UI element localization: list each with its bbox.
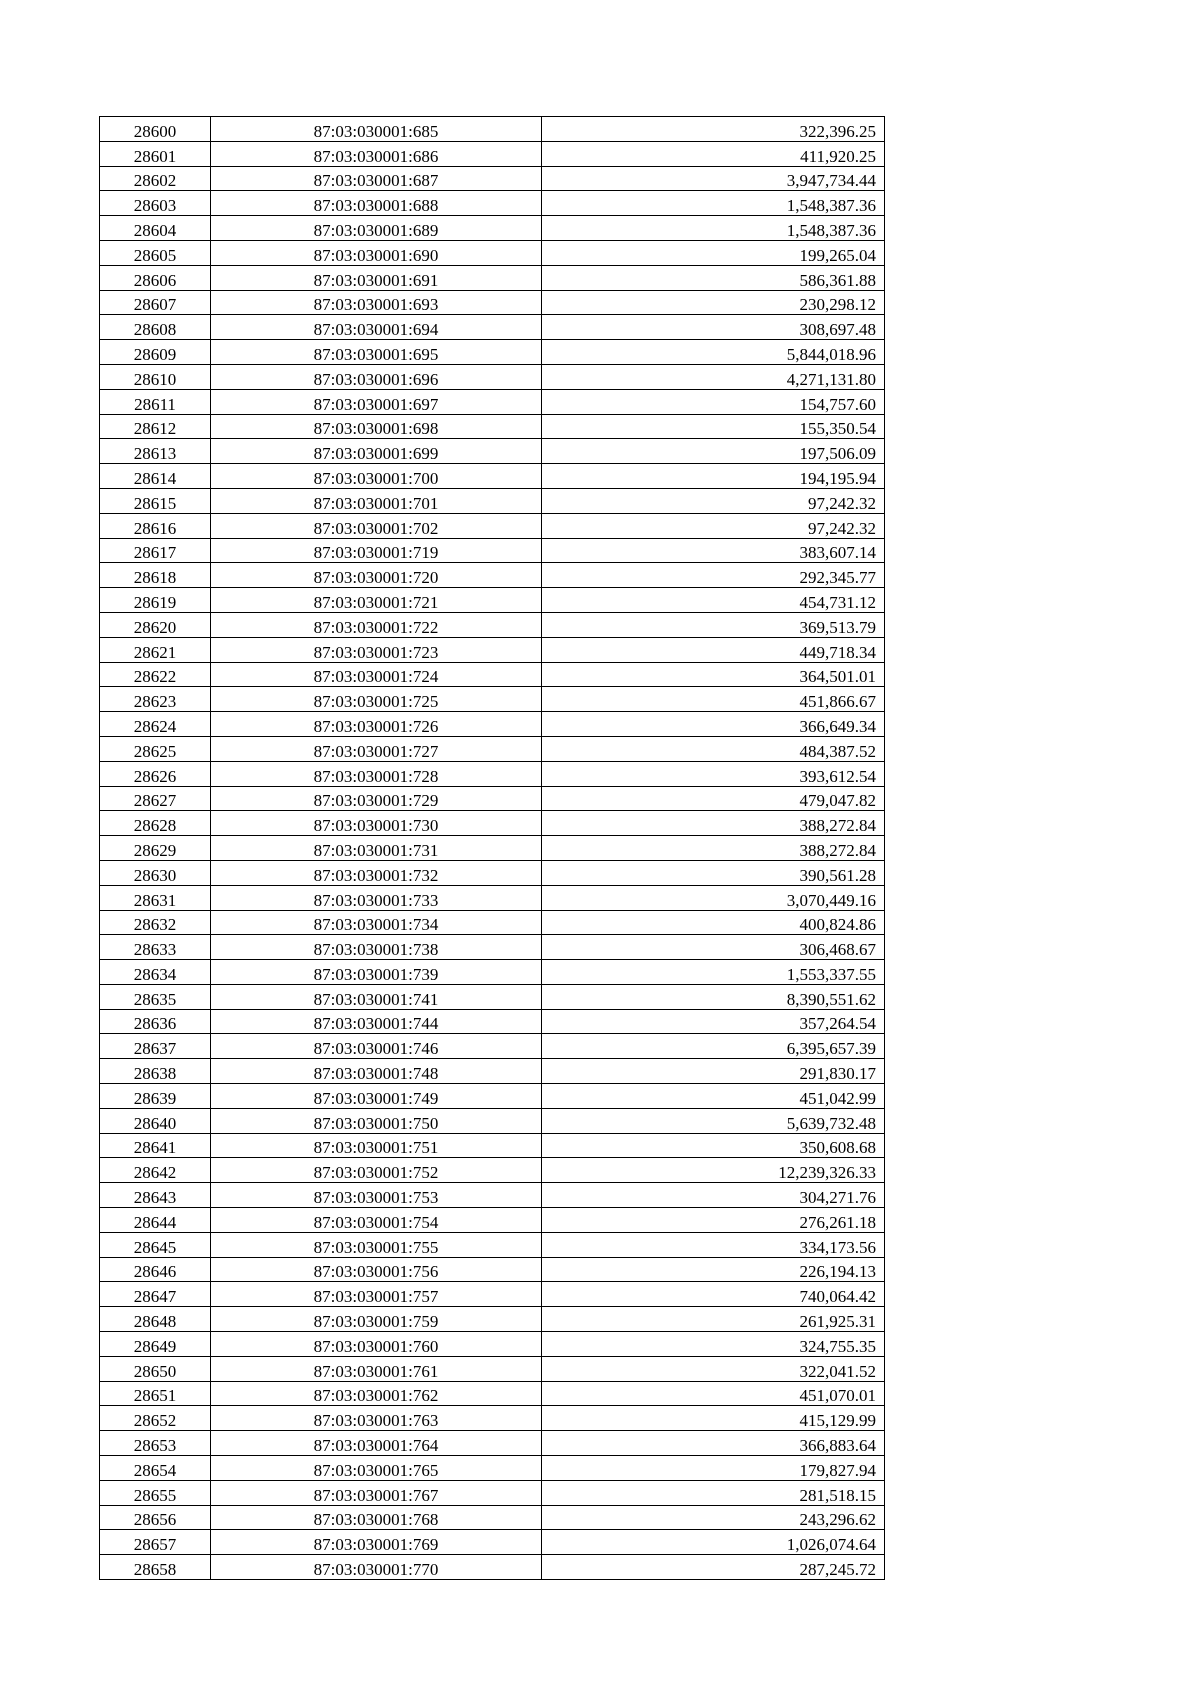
table-row [100, 1009, 885, 1034]
row-number-cell: 28613 [100, 439, 211, 464]
value-cell: 1,553,337.55 [542, 960, 885, 985]
table-row [100, 166, 885, 191]
table-row [100, 389, 885, 414]
value-cell: 586,361.88 [542, 265, 885, 290]
cadastral-number-cell: 87:03:030001:690 [211, 240, 542, 265]
row-number-cell: 28608 [100, 315, 211, 340]
value-cell: 357,264.54 [542, 1009, 885, 1034]
row-number-cell: 28648 [100, 1307, 211, 1332]
cadastral-number-cell: 87:03:030001:746 [211, 1034, 542, 1059]
row-number-cell: 28651 [100, 1381, 211, 1406]
table-row [100, 1431, 885, 1456]
table-row [100, 761, 885, 786]
value-cell: 740,064.42 [542, 1282, 885, 1307]
row-number-cell: 28604 [100, 216, 211, 241]
table-row [100, 290, 885, 315]
cadastral-number-cell: 87:03:030001:702 [211, 513, 542, 538]
table-row [100, 637, 885, 662]
row-number-cell: 28634 [100, 960, 211, 985]
cadastral-number-cell: 87:03:030001:749 [211, 1084, 542, 1109]
registry-table-body [100, 117, 885, 1580]
row-number-cell: 28617 [100, 538, 211, 563]
table-row [100, 117, 885, 142]
value-cell: 308,697.48 [542, 315, 885, 340]
value-cell: 276,261.18 [542, 1208, 885, 1233]
table-row [100, 1257, 885, 1282]
table-row [100, 563, 885, 588]
cadastral-number-cell: 87:03:030001:738 [211, 935, 542, 960]
row-number-cell: 28643 [100, 1183, 211, 1208]
table-row [100, 1480, 885, 1505]
row-number-cell: 28652 [100, 1406, 211, 1431]
value-cell: 1,548,387.36 [542, 191, 885, 216]
cadastral-number-cell: 87:03:030001:748 [211, 1059, 542, 1084]
value-cell: 4,271,131.80 [542, 364, 885, 389]
cadastral-number-cell: 87:03:030001:744 [211, 1009, 542, 1034]
value-cell: 388,272.84 [542, 811, 885, 836]
table-row [100, 736, 885, 761]
cadastral-number-cell: 87:03:030001:765 [211, 1456, 542, 1481]
cadastral-number-cell: 87:03:030001:767 [211, 1480, 542, 1505]
row-number-cell: 28622 [100, 662, 211, 687]
value-cell: 97,242.32 [542, 488, 885, 513]
table-row [100, 439, 885, 464]
cadastral-number-cell: 87:03:030001:739 [211, 960, 542, 985]
cadastral-number-cell: 87:03:030001:733 [211, 885, 542, 910]
row-number-cell: 28650 [100, 1356, 211, 1381]
row-number-cell: 28602 [100, 166, 211, 191]
row-number-cell: 28624 [100, 712, 211, 737]
row-number-cell: 28623 [100, 687, 211, 712]
cadastral-number-cell: 87:03:030001:730 [211, 811, 542, 836]
table-row [100, 1183, 885, 1208]
value-cell: 199,265.04 [542, 240, 885, 265]
value-cell: 451,070.01 [542, 1381, 885, 1406]
row-number-cell: 28633 [100, 935, 211, 960]
table-row [100, 1307, 885, 1332]
value-cell: 155,350.54 [542, 414, 885, 439]
row-number-cell: 28641 [100, 1133, 211, 1158]
table-row [100, 836, 885, 861]
table-row [100, 910, 885, 935]
table-row [100, 1332, 885, 1357]
cadastral-number-cell: 87:03:030001:721 [211, 588, 542, 613]
row-number-cell: 28653 [100, 1431, 211, 1456]
cadastral-number-cell: 87:03:030001:694 [211, 315, 542, 340]
cadastral-number-cell: 87:03:030001:728 [211, 761, 542, 786]
cadastral-number-cell: 87:03:030001:691 [211, 265, 542, 290]
value-cell: 194,195.94 [542, 464, 885, 489]
table-row [100, 1381, 885, 1406]
table-row [100, 1084, 885, 1109]
table-row [100, 1282, 885, 1307]
row-number-cell: 28654 [100, 1456, 211, 1481]
row-number-cell: 28601 [100, 141, 211, 166]
cadastral-number-cell: 87:03:030001:751 [211, 1133, 542, 1158]
table-row [100, 1208, 885, 1233]
cadastral-number-cell: 87:03:030001:696 [211, 364, 542, 389]
row-number-cell: 28635 [100, 984, 211, 1009]
table-row [100, 1530, 885, 1555]
row-number-cell: 28615 [100, 488, 211, 513]
row-number-cell: 28637 [100, 1034, 211, 1059]
cadastral-number-cell: 87:03:030001:754 [211, 1208, 542, 1233]
cadastral-number-cell: 87:03:030001:687 [211, 166, 542, 191]
value-cell: 179,827.94 [542, 1456, 885, 1481]
cadastral-number-cell: 87:03:030001:726 [211, 712, 542, 737]
row-number-cell: 28606 [100, 265, 211, 290]
value-cell: 451,042.99 [542, 1084, 885, 1109]
value-cell: 388,272.84 [542, 836, 885, 861]
value-cell: 197,506.09 [542, 439, 885, 464]
value-cell: 291,830.17 [542, 1059, 885, 1084]
value-cell: 350,608.68 [542, 1133, 885, 1158]
row-number-cell: 28644 [100, 1208, 211, 1233]
table-row [100, 464, 885, 489]
value-cell: 287,245.72 [542, 1555, 885, 1580]
cadastral-number-cell: 87:03:030001:695 [211, 340, 542, 365]
table-row [100, 265, 885, 290]
value-cell: 322,396.25 [542, 117, 885, 142]
row-number-cell: 28642 [100, 1158, 211, 1183]
cadastral-number-cell: 87:03:030001:701 [211, 488, 542, 513]
cadastral-number-cell: 87:03:030001:732 [211, 860, 542, 885]
table-row [100, 1034, 885, 1059]
value-cell: 3,947,734.44 [542, 166, 885, 191]
value-cell: 449,718.34 [542, 637, 885, 662]
cadastral-number-cell: 87:03:030001:693 [211, 290, 542, 315]
value-cell: 304,271.76 [542, 1183, 885, 1208]
row-number-cell: 28603 [100, 191, 211, 216]
row-number-cell: 28625 [100, 736, 211, 761]
table-row [100, 885, 885, 910]
table-row [100, 1158, 885, 1183]
value-cell: 454,731.12 [542, 588, 885, 613]
row-number-cell: 28628 [100, 811, 211, 836]
cadastral-number-cell: 87:03:030001:731 [211, 836, 542, 861]
cadastral-number-cell: 87:03:030001:688 [211, 191, 542, 216]
cadastral-number-cell: 87:03:030001:685 [211, 117, 542, 142]
value-cell: 5,639,732.48 [542, 1108, 885, 1133]
row-number-cell: 28618 [100, 563, 211, 588]
table-row [100, 687, 885, 712]
value-cell: 243,296.62 [542, 1505, 885, 1530]
value-cell: 5,844,018.96 [542, 340, 885, 365]
table-row [100, 538, 885, 563]
row-number-cell: 28655 [100, 1480, 211, 1505]
cadastral-number-cell: 87:03:030001:734 [211, 910, 542, 935]
row-number-cell: 28619 [100, 588, 211, 613]
table-row [100, 364, 885, 389]
value-cell: 411,920.25 [542, 141, 885, 166]
value-cell: 334,173.56 [542, 1232, 885, 1257]
value-cell: 364,501.01 [542, 662, 885, 687]
cadastral-number-cell: 87:03:030001:763 [211, 1406, 542, 1431]
value-cell: 306,468.67 [542, 935, 885, 960]
row-number-cell: 28616 [100, 513, 211, 538]
row-number-cell: 28631 [100, 885, 211, 910]
table-row [100, 240, 885, 265]
cadastral-number-cell: 87:03:030001:700 [211, 464, 542, 489]
value-cell: 324,755.35 [542, 1332, 885, 1357]
value-cell: 451,866.67 [542, 687, 885, 712]
cadastral-number-cell: 87:03:030001:720 [211, 563, 542, 588]
table-row [100, 612, 885, 637]
table-row [100, 488, 885, 513]
table-row [100, 513, 885, 538]
cadastral-number-cell: 87:03:030001:719 [211, 538, 542, 563]
row-number-cell: 28640 [100, 1108, 211, 1133]
table-row [100, 1406, 885, 1431]
table-row [100, 662, 885, 687]
cadastral-number-cell: 87:03:030001:764 [211, 1431, 542, 1456]
row-number-cell: 28609 [100, 340, 211, 365]
table-row [100, 414, 885, 439]
value-cell: 230,298.12 [542, 290, 885, 315]
row-number-cell: 28629 [100, 836, 211, 861]
row-number-cell: 28620 [100, 612, 211, 637]
value-cell: 415,129.99 [542, 1406, 885, 1431]
table-row [100, 1108, 885, 1133]
table-row [100, 216, 885, 241]
cadastral-number-cell: 87:03:030001:723 [211, 637, 542, 662]
cadastral-number-cell: 87:03:030001:755 [211, 1232, 542, 1257]
value-cell: 1,026,074.64 [542, 1530, 885, 1555]
cadastral-number-cell: 87:03:030001:724 [211, 662, 542, 687]
row-number-cell: 28638 [100, 1059, 211, 1084]
table-row [100, 1456, 885, 1481]
table-row [100, 960, 885, 985]
cadastral-number-cell: 87:03:030001:750 [211, 1108, 542, 1133]
table-row [100, 141, 885, 166]
value-cell: 393,612.54 [542, 761, 885, 786]
cadastral-number-cell: 87:03:030001:697 [211, 389, 542, 414]
table-row [100, 1505, 885, 1530]
row-number-cell: 28656 [100, 1505, 211, 1530]
value-cell: 400,824.86 [542, 910, 885, 935]
value-cell: 226,194.13 [542, 1257, 885, 1282]
table-row [100, 712, 885, 737]
value-cell: 484,387.52 [542, 736, 885, 761]
value-cell: 12,239,326.33 [542, 1158, 885, 1183]
row-number-cell: 28610 [100, 364, 211, 389]
row-number-cell: 28657 [100, 1530, 211, 1555]
value-cell: 383,607.14 [542, 538, 885, 563]
table-row [100, 340, 885, 365]
table-row [100, 935, 885, 960]
cadastral-number-cell: 87:03:030001:686 [211, 141, 542, 166]
row-number-cell: 28621 [100, 637, 211, 662]
value-cell: 366,649.34 [542, 712, 885, 737]
row-number-cell: 28647 [100, 1282, 211, 1307]
value-cell: 6,395,657.39 [542, 1034, 885, 1059]
table-row [100, 811, 885, 836]
value-cell: 292,345.77 [542, 563, 885, 588]
row-number-cell: 28600 [100, 117, 211, 142]
cadastral-number-cell: 87:03:030001:757 [211, 1282, 542, 1307]
value-cell: 369,513.79 [542, 612, 885, 637]
cadastral-number-cell: 87:03:030001:727 [211, 736, 542, 761]
cadastral-number-cell: 87:03:030001:756 [211, 1257, 542, 1282]
row-number-cell: 28658 [100, 1555, 211, 1580]
row-number-cell: 28630 [100, 860, 211, 885]
row-number-cell: 28612 [100, 414, 211, 439]
table-row [100, 1232, 885, 1257]
table-row [100, 1356, 885, 1381]
cadastral-number-cell: 87:03:030001:725 [211, 687, 542, 712]
row-number-cell: 28626 [100, 761, 211, 786]
cadastral-number-cell: 87:03:030001:753 [211, 1183, 542, 1208]
cadastral-number-cell: 87:03:030001:689 [211, 216, 542, 241]
row-number-cell: 28649 [100, 1332, 211, 1357]
value-cell: 1,548,387.36 [542, 216, 885, 241]
table-row [100, 1059, 885, 1084]
cadastral-number-cell: 87:03:030001:768 [211, 1505, 542, 1530]
table-row [100, 1133, 885, 1158]
value-cell: 97,242.32 [542, 513, 885, 538]
row-number-cell: 28627 [100, 786, 211, 811]
cadastral-number-cell: 87:03:030001:760 [211, 1332, 542, 1357]
value-cell: 390,561.28 [542, 860, 885, 885]
table-row [100, 315, 885, 340]
cadastral-number-cell: 87:03:030001:770 [211, 1555, 542, 1580]
value-cell: 154,757.60 [542, 389, 885, 414]
row-number-cell: 28632 [100, 910, 211, 935]
row-number-cell: 28636 [100, 1009, 211, 1034]
cadastral-number-cell: 87:03:030001:729 [211, 786, 542, 811]
value-cell: 261,925.31 [542, 1307, 885, 1332]
cadastral-number-cell: 87:03:030001:769 [211, 1530, 542, 1555]
cadastral-number-cell: 87:03:030001:741 [211, 984, 542, 1009]
row-number-cell: 28614 [100, 464, 211, 489]
value-cell: 8,390,551.62 [542, 984, 885, 1009]
value-cell: 322,041.52 [542, 1356, 885, 1381]
cadastral-number-cell: 87:03:030001:762 [211, 1381, 542, 1406]
value-cell: 281,518.15 [542, 1480, 885, 1505]
cadastral-number-cell: 87:03:030001:698 [211, 414, 542, 439]
row-number-cell: 28607 [100, 290, 211, 315]
row-number-cell: 28639 [100, 1084, 211, 1109]
cadastral-number-cell: 87:03:030001:699 [211, 439, 542, 464]
value-cell: 3,070,449.16 [542, 885, 885, 910]
table-row [100, 786, 885, 811]
value-cell: 479,047.82 [542, 786, 885, 811]
cadastral-number-cell: 87:03:030001:761 [211, 1356, 542, 1381]
cadastral-number-cell: 87:03:030001:722 [211, 612, 542, 637]
table-row [100, 860, 885, 885]
row-number-cell: 28611 [100, 389, 211, 414]
row-number-cell: 28646 [100, 1257, 211, 1282]
registry-table [99, 116, 885, 1580]
cadastral-number-cell: 87:03:030001:759 [211, 1307, 542, 1332]
table-row [100, 984, 885, 1009]
row-number-cell: 28645 [100, 1232, 211, 1257]
cadastral-number-cell: 87:03:030001:752 [211, 1158, 542, 1183]
table-row [100, 191, 885, 216]
table-row [100, 588, 885, 613]
value-cell: 366,883.64 [542, 1431, 885, 1456]
row-number-cell: 28605 [100, 240, 211, 265]
table-row [100, 1555, 885, 1580]
